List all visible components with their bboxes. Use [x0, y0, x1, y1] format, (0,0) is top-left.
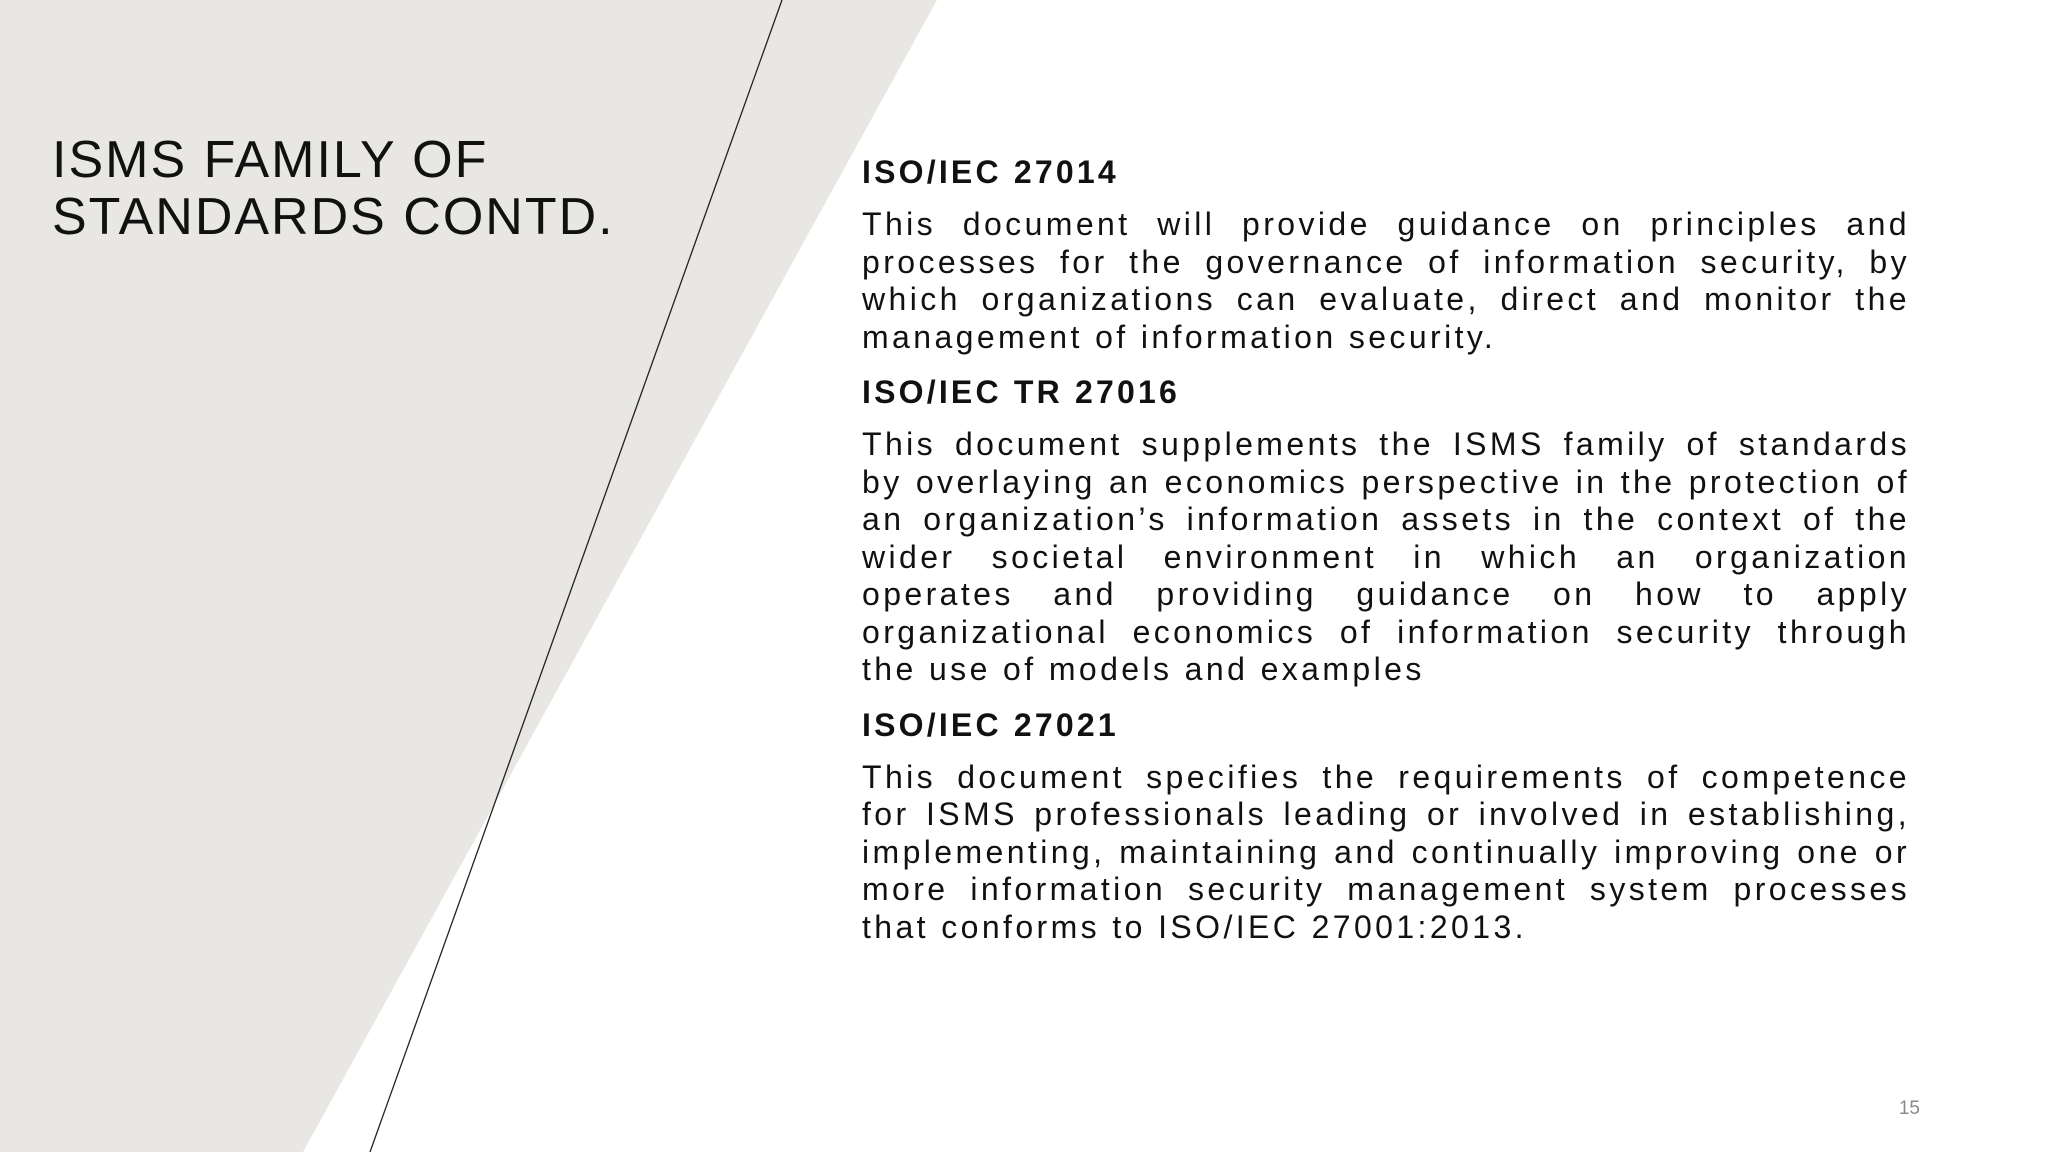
section-heading: ISO/IEC 27014	[862, 154, 1119, 190]
slide-title	[52, 132, 732, 246]
section-body: This document will provide guidance on principles and processes for the governance of information security, by which organizations can evaluate, direct and monitor the management of information security.	[862, 206, 1910, 355]
section-iso-27014	[862, 152, 1910, 356]
section-body: This document specifies the requirements of competence for ISMS professionals leading or involved in establishing, implementing, maintaining and continually improving one or more information security management system processes that conforms to ISO/IEC 27001:2013.	[862, 758, 1910, 945]
page-number: 15	[1898, 1098, 1920, 1119]
content-area	[862, 152, 1910, 962]
section-heading: ISO/IEC 27021	[862, 706, 1119, 743]
slide-title-line-1: ISMS FAMILY OF	[52, 131, 489, 189]
section-body: This document supplements the ISMS family of standards by overlaying an economics perspective in the protection of an organization’s information assets in the context of the wider societal environment in which an organization operates and providing guidance on how to apply organizational economics of information security through the use of models and examples	[862, 426, 1910, 687]
section-iso-tr-27016	[862, 372, 1910, 689]
section-iso-27021	[862, 705, 1910, 947]
slide-title-line-2: STANDARDS CONTD.	[52, 188, 615, 246]
section-heading: ISO/IEC TR 27016	[862, 374, 1180, 410]
